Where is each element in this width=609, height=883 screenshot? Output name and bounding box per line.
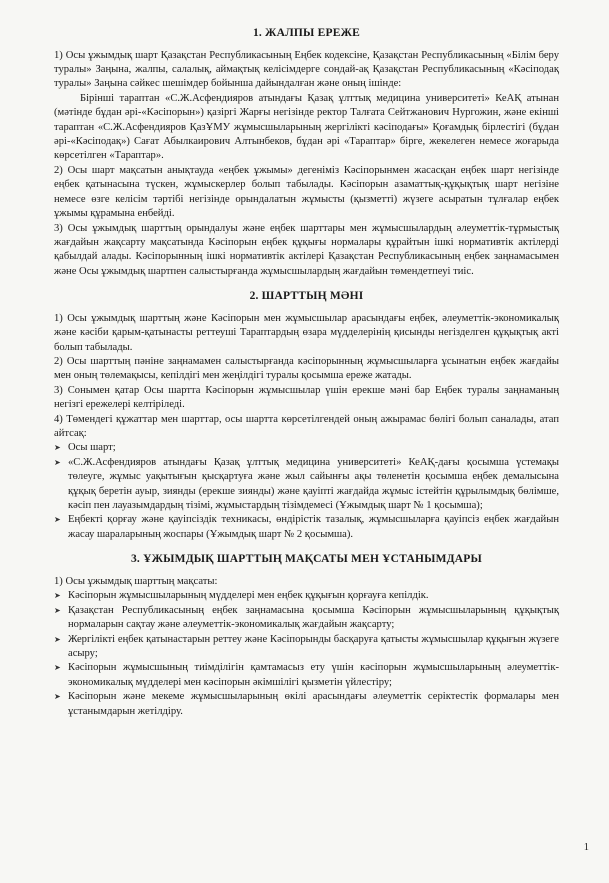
list-item (54, 456, 559, 514)
paragraph: Бірінші тараптан «С.Ж.Асфендияров атындағы Қазақ ұлттық медицина университеті» КеАҚ атынан (мәтінде бұдан әрі-«Кәсіпорын») қазіргі Жарғы негізінде ректор Талғата Сейтжанович Нургожин, және екінші тараптан «С.Ж.Асфендияров ҚазҰМУ жұмысшыларының жергілікті кәсіподағы» Қоғамдық бірлестігі (бұдан әрі-«Кәсіподақ») Сағат Абылкаирович Алтынбеков, бұдан әрі «Тараптар» бірге, жекелеген немесе жоғарыда көрсетілген «Тараптар». (54, 92, 559, 162)
paragraph: 2) Осы шарттың пәніне заңнамамен салыстырғанда кәсіпорынның жұмысшыларға ұсынатын еңбек жағдайы мен оның төлемақысы, кепілдігі мен жеңілдігі туралы қосымша ереже жатады. (54, 355, 559, 382)
list-item-text: Еңбекті қорғау және қауіпсіздік техникасы, өндірістік тазалық, жұмысшыларға қауіпсіз еңбек жағдайын жасау шараларының жоспары (Ұжымдық шарт № 2 қосымша). (68, 514, 559, 540)
section-title: 1. ЖАЛПЫ ЕРЕЖЕ (252, 27, 361, 39)
bullet-arrow-icon: ➤ (54, 605, 61, 615)
paragraph: 4) Төмендегі құжаттар мен шарттар, осы шартта көрсетілгендей оның ажырамас бөлігі болып саналады, атап айтсақ: (54, 413, 559, 439)
bullet-arrow-icon: ➤ (54, 634, 61, 644)
list-item-text: «С.Ж.Асфендияров атындағы Қазақ ұлттық медицина университеті» КеАҚ-дағы қосымша үстемақы төлеуге, жұмыс уақытығын қысқартуға және жыл сайынғы ақы төленетін қосымша еңбек демалысына құқық беретін ауыр, зиянды (ерекше зиянды) және қауіпті жағдайда жұмыс істейтін құрылымдық бөлімше, кәсіп пен лауазымдардың тізімі, жұмыстардың тізімдемесі (Ұжымдық шарт № 1 қосымша); (68, 456, 559, 512)
list-item-text: Кәсіпорын жұмысшыларының мүдделері мен еңбек құқығын қорғауға кепілдік. (68, 590, 429, 602)
paragraph: 3) Осы ұжымдық шарттың орындалуы және еңбек шарттары мен жұмысшылардың әлеуметтік-тұрмыстық жағдайын жақсарту мақсатында Кәсіпорын еңбек құқығы нормалары құрайтын ішкі нормативтік актілерді қабылдай алады. Кәсіпорынның ішкі нормативтік актілері Қазақстан Республикасының еңбек заңнамасымен және Осы ұжымдық шартпен салыстырғанда жұмысшылардың жағдайын төмендетпеуі тиіс. (54, 222, 559, 277)
section-general-provisions (54, 26, 559, 279)
list-item (54, 513, 559, 542)
bullet-arrow-icon: ➤ (54, 663, 61, 673)
list-item (54, 604, 559, 633)
list-item (54, 633, 559, 662)
list-item (54, 441, 559, 455)
list-item-text: Осы шарт; (68, 442, 116, 454)
page-number: 1 (583, 841, 589, 853)
paragraph: 2) Осы шарт мақсатын анықтауда «еңбек ұжымы» дегеніміз Кәсіпорынмен жасасқан еңбек шарт негізінде еңбек қатынасына түскен, жұмыскерлер болып табылады. Кәсіпорын азаматтық-құқықтық шарт негізіне немесе өзге келісім тәртібі негізінде орындалатын жұмысты (қызметті) жүзеге асыратын тұлғалар еңбек ұжымы құрамына енбейді. (54, 164, 559, 220)
bullet-arrow-icon: ➤ (54, 692, 61, 702)
paragraph: 3) Сонымен қатар Осы шартта Кәсіпорын жұмысшылар үшін ерекше мәні бар Еңбек туралы заңнаманың негізгі ережелері келтіріледі. (54, 384, 559, 411)
bullet-arrow-icon: ➤ (54, 591, 61, 601)
paragraph: 1) Осы ұжымдық шарттың және Кәсіпорын мен жұмысшылар арасындағы еңбек, әлеуметтік-экономикалық және кәсіби қарым-қатынасты реттеуші Тараптардың өзара мүдделерінің қисынды негізделген құқықтық акті болып табылады. (54, 312, 559, 353)
list-item (54, 589, 559, 603)
list-item-text: Кәсіпорын жұмысшының тиімділігін қамтамасыз ету үшін кәсіпорын жұмысшыларының әлеуметтік-экономикалық мүдделері мен кәсіпорын әкімшілігі қызметін үйлестіру; (68, 662, 559, 688)
list-item-text: Қазақстан Республикасының еңбек заңнамасына қосымша Кәсіпорын жұмысшыларының құқықтық нормаларын сақтау және әлеуметтік-экономикалық жағдайын жақсарту; (68, 604, 559, 631)
bullet-arrow-icon: ➤ (54, 443, 61, 453)
list-item (54, 661, 559, 690)
section-subject (54, 289, 559, 542)
list-item-text: Кәсіпорын және мекеме жұмысшыларының өкілі арасындағы әлеуметтік серіктестік формалары мен ұстанымдарын жетілдіру. (68, 691, 559, 717)
bullet-arrow-icon: ➤ (54, 457, 61, 467)
list-item (54, 690, 559, 719)
section-title: 2. ШАРТТЫҢ МӘНІ (249, 290, 364, 303)
section-title: 3. ҰЖЫМДЫҚ ШАРТТЫҢ МАҚСАТЫ МЕН ҰСТАНЫМДАРЫ (130, 553, 483, 566)
paragraph: 1) Осы ұжымдық шарттың мақсаты: (54, 575, 218, 587)
bullet-arrow-icon: ➤ (54, 515, 61, 525)
list-item-text: Жергілікті еңбек қатынастарын реттеу және Кәсіпорынды басқаруға қатысты жұмысшылар құқығын жүзеге асыру; (68, 633, 559, 659)
section-purpose-principles (54, 552, 559, 719)
paragraph: 1) Осы ұжымдық шарт Қазақстан Республикасының Еңбек кодексіне, Қазақстан Республикасының «Білім беру туралы» Заңына, жалпы, салалық, аймақтық келісімдерге сондай-ақ Қазақстан Республикасының «Кәсіподақ туралы» Заңына сәйкес шешімдер бойынша дайындалған және оның ішінде: (54, 49, 559, 90)
